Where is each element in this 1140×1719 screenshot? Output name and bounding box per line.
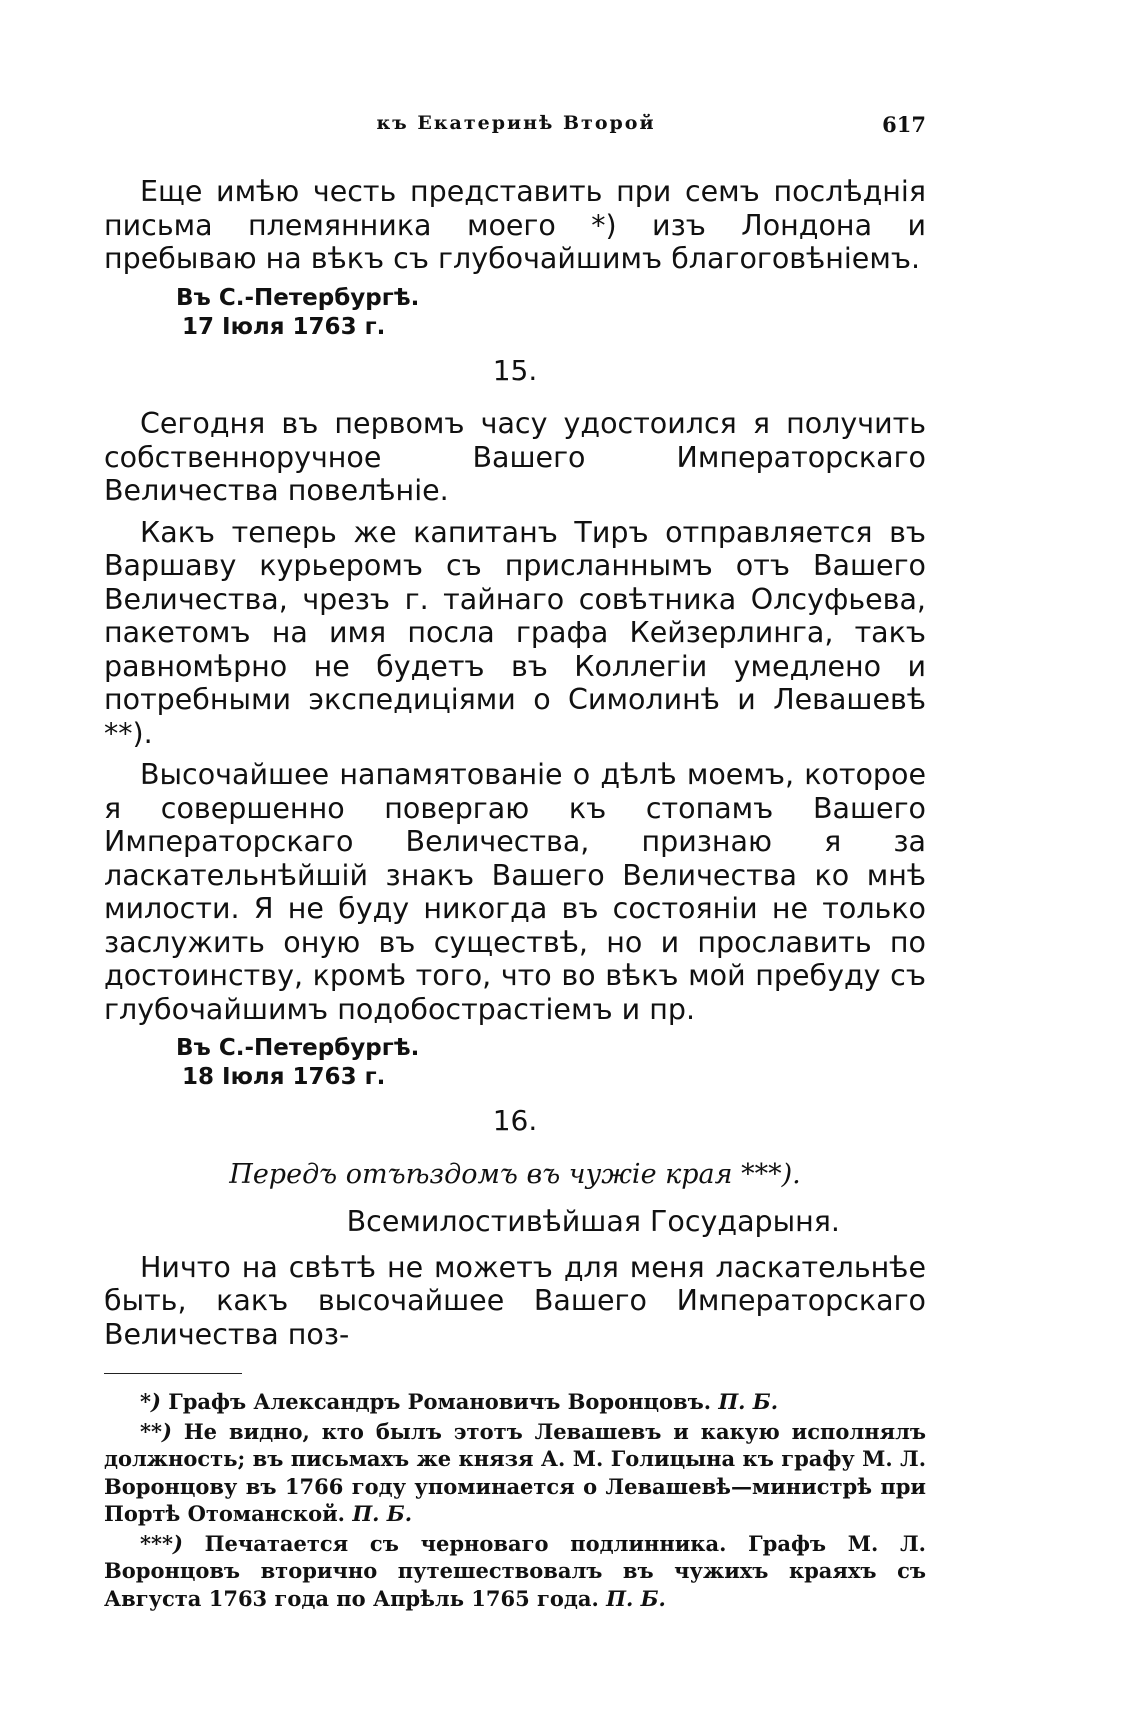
- body-text: [104, 175, 926, 1614]
- footnote-2: [104, 1418, 926, 1528]
- dateline-place: Въ С.-Петербургѣ.: [176, 284, 420, 311]
- footnote-mark: **): [140, 1418, 172, 1444]
- letter-16-number: 16.: [492, 1104, 538, 1137]
- footnote-text: Печатается съ черноваго подлинника. Графъ М. Л. Воронцовъ вторично путешествовалъ въ чужихъ краяхъ съ Августа 1763 года по Апрѣль 1765 года.: [104, 1530, 926, 1611]
- footnote-separator: [104, 1373, 242, 1374]
- page-number: 617: [882, 112, 926, 137]
- footnote-text: Не видно, кто былъ этотъ Левашевъ и какую исполнялъ должность; въ письмахъ же князя А. М. Голицына къ графу М. Л. Воронцову въ 1766 году упоминается о Левашевѣ—министрѣ при Портѣ Отоманской.: [104, 1418, 926, 1526]
- dateline-date: 18 Іюля 1763 г.: [182, 1064, 386, 1090]
- letter-16-salutation: Всемилостивѣйшая Государыня.: [346, 1205, 840, 1238]
- continuation-paragraph: Еще имѣю честь представить при семъ послѣднія письма племянника моего *) изъ Лондона и пребываю на вѣкъ съ глубочайшимъ благоговѣніемъ.: [104, 175, 926, 275]
- dateline-18-july: [176, 1034, 926, 1092]
- footnote-3: [104, 1530, 926, 1613]
- letter-15-paragraph-1: Сегодня въ первомъ часу удостоился я получить собственноручное Вашего Императорскаго Величества повелѣніе.: [104, 407, 926, 507]
- running-title: къ Екатеринѣ Второй: [376, 112, 656, 134]
- letter-15-paragraph-2: Какъ теперь же капитанъ Тиръ отправляется въ Варшаву курьеромъ съ присланнымъ отъ Вашего Величества, чрезъ г. тайнаго совѣтника Олсуфьева, пакетомъ на имя посла графа Кейзерлинга, такъ равномѣрно не будетъ въ Коллегіи умедлено и потребными экспедиціями о Симолинѣ и Левашевѣ **).: [104, 515, 926, 750]
- footnotes: [104, 1388, 926, 1612]
- footnote-signature: П. Б.: [606, 1585, 666, 1611]
- letter-15-paragraph-3: Высочайшее напамятованіе о дѣлѣ моемъ, которое я совершенно повергаю къ стопамъ Вашего Императорскаго Величества, признаю я за ласкательнѣйшій знакъ Вашего Величества ко мнѣ милости. Я не буду никогда въ состояніи не только заслужить оную въ существѣ, но и прославить по достоинству, кромѣ того, что во вѣкъ мой пребуду съ глубочайшимъ подобострастіемъ и пр.: [104, 758, 926, 1026]
- letter-16-title: Передъ отъѣздомъ въ чужіе края ***).: [229, 1158, 801, 1190]
- footnote-mark: *): [140, 1389, 161, 1414]
- dateline-date: 17 Іюля 1763 г.: [182, 313, 386, 340]
- letter-15-number: 15.: [492, 353, 538, 387]
- footnote-mark: ***): [140, 1530, 183, 1556]
- footnote-1: [104, 1388, 926, 1416]
- running-head: [106, 112, 926, 142]
- dateline-place: Въ С.-Петербургѣ.: [176, 1035, 420, 1061]
- letter-16-paragraph: Ничто на свѣтѣ не можетъ для меня ласкательнѣе быть, какъ высочайшее Вашего Императорскаго Величества поз-: [104, 1250, 926, 1351]
- footnote-signature: П. Б.: [718, 1389, 779, 1414]
- footnote-signature: П. Б.: [352, 1501, 413, 1526]
- dateline-17-july: [176, 284, 926, 342]
- footnote-text: Графъ Александръ Романовичъ Воронцовъ.: [168, 1389, 712, 1414]
